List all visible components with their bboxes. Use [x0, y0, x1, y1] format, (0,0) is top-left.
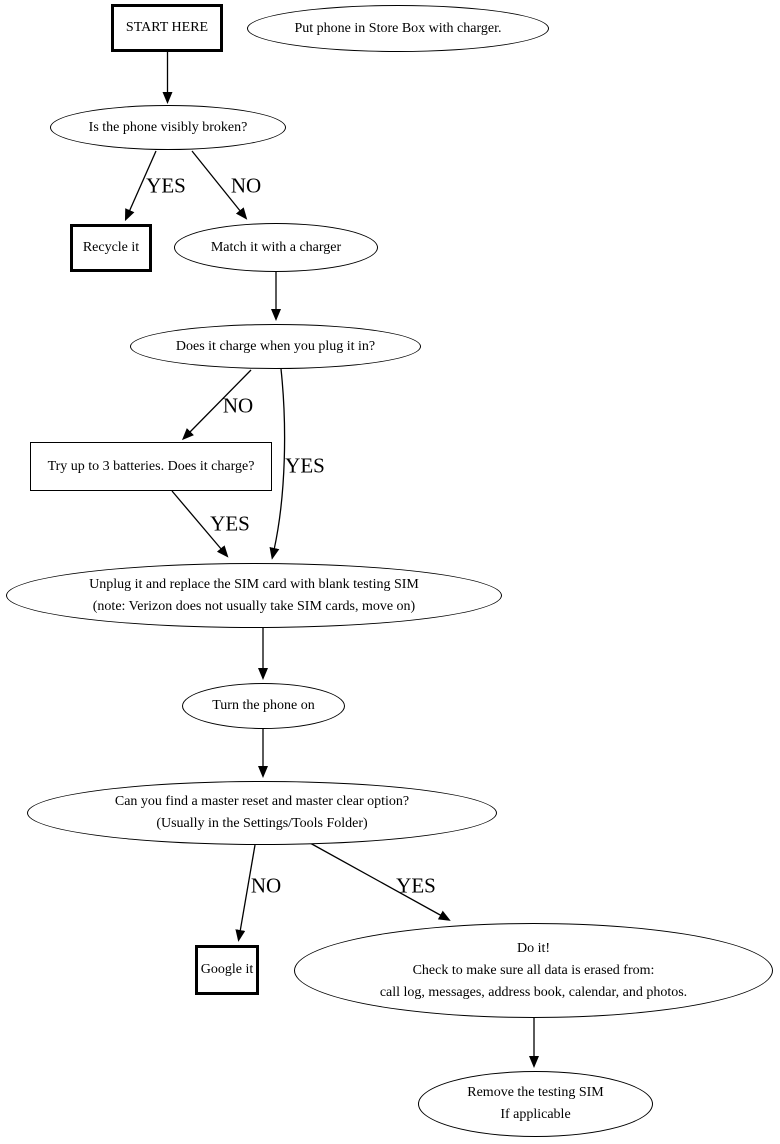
node-turn-on	[182, 683, 345, 729]
node-try-batteries	[30, 442, 272, 491]
node-google-it	[195, 945, 259, 995]
node-replace-sim	[6, 563, 502, 628]
node-visibly-broken	[50, 105, 286, 150]
node-do-it	[294, 923, 773, 1018]
node-replace-sim-line1: Unplug it and replace the SIM card with blank testing SIM	[89, 576, 419, 592]
edge-label-broken-no: NO	[230, 173, 262, 198]
node-remove-sim-line1: Remove the testing SIM	[467, 1085, 604, 1100]
node-does-charge	[130, 324, 421, 369]
node-start-label: START HERE	[125, 20, 209, 35]
edge-label-master-yes: YES	[396, 873, 436, 898]
node-visibly-broken-label: Is the phone visibly broken?	[88, 119, 248, 135]
node-do-it-line2: Check to make sure all data is erased from:	[412, 962, 655, 978]
node-store-box	[247, 5, 549, 52]
node-do-it-line1: Do it!	[516, 940, 551, 956]
edge-label-broken-yes: YES	[146, 173, 186, 198]
node-match-charger	[174, 223, 378, 272]
node-master-reset-line2: (Usually in the Settings/Tools Folder)	[156, 816, 368, 831]
node-start	[111, 4, 223, 52]
node-remove-sim	[418, 1071, 653, 1137]
node-replace-sim-line2: (note: Verizon does not usually take SIM cards, move on)	[92, 598, 416, 614]
edge-label-master-no: NO	[250, 873, 282, 898]
edge-charge-yes-to-sim	[274, 369, 285, 550]
edge-label-charge-yes: YES	[285, 453, 325, 478]
edge-label-batteries-yes: YES	[210, 511, 250, 536]
node-master-reset	[27, 781, 497, 845]
node-google-it-label: Google it	[200, 962, 254, 977]
node-try-batteries-label: Try up to 3 batteries. Does it charge?	[47, 458, 255, 474]
node-turn-on-label: Turn the phone on	[212, 698, 315, 713]
node-does-charge-label: Does it charge when you plug it in?	[175, 338, 376, 354]
node-match-charger-label: Match it with a charger	[210, 239, 342, 255]
node-recycle	[70, 224, 152, 272]
node-do-it-line3: call log, messages, address book, calendar, and photos.	[379, 984, 688, 1000]
node-recycle-label: Recycle it	[82, 240, 140, 255]
node-store-box-label: Put phone in Store Box with charger.	[294, 20, 502, 36]
node-master-reset-line1: Can you find a master reset and master clear option?	[114, 794, 410, 809]
edge-label-charge-no: NO	[222, 393, 254, 418]
node-remove-sim-line2: If applicable	[500, 1107, 571, 1122]
